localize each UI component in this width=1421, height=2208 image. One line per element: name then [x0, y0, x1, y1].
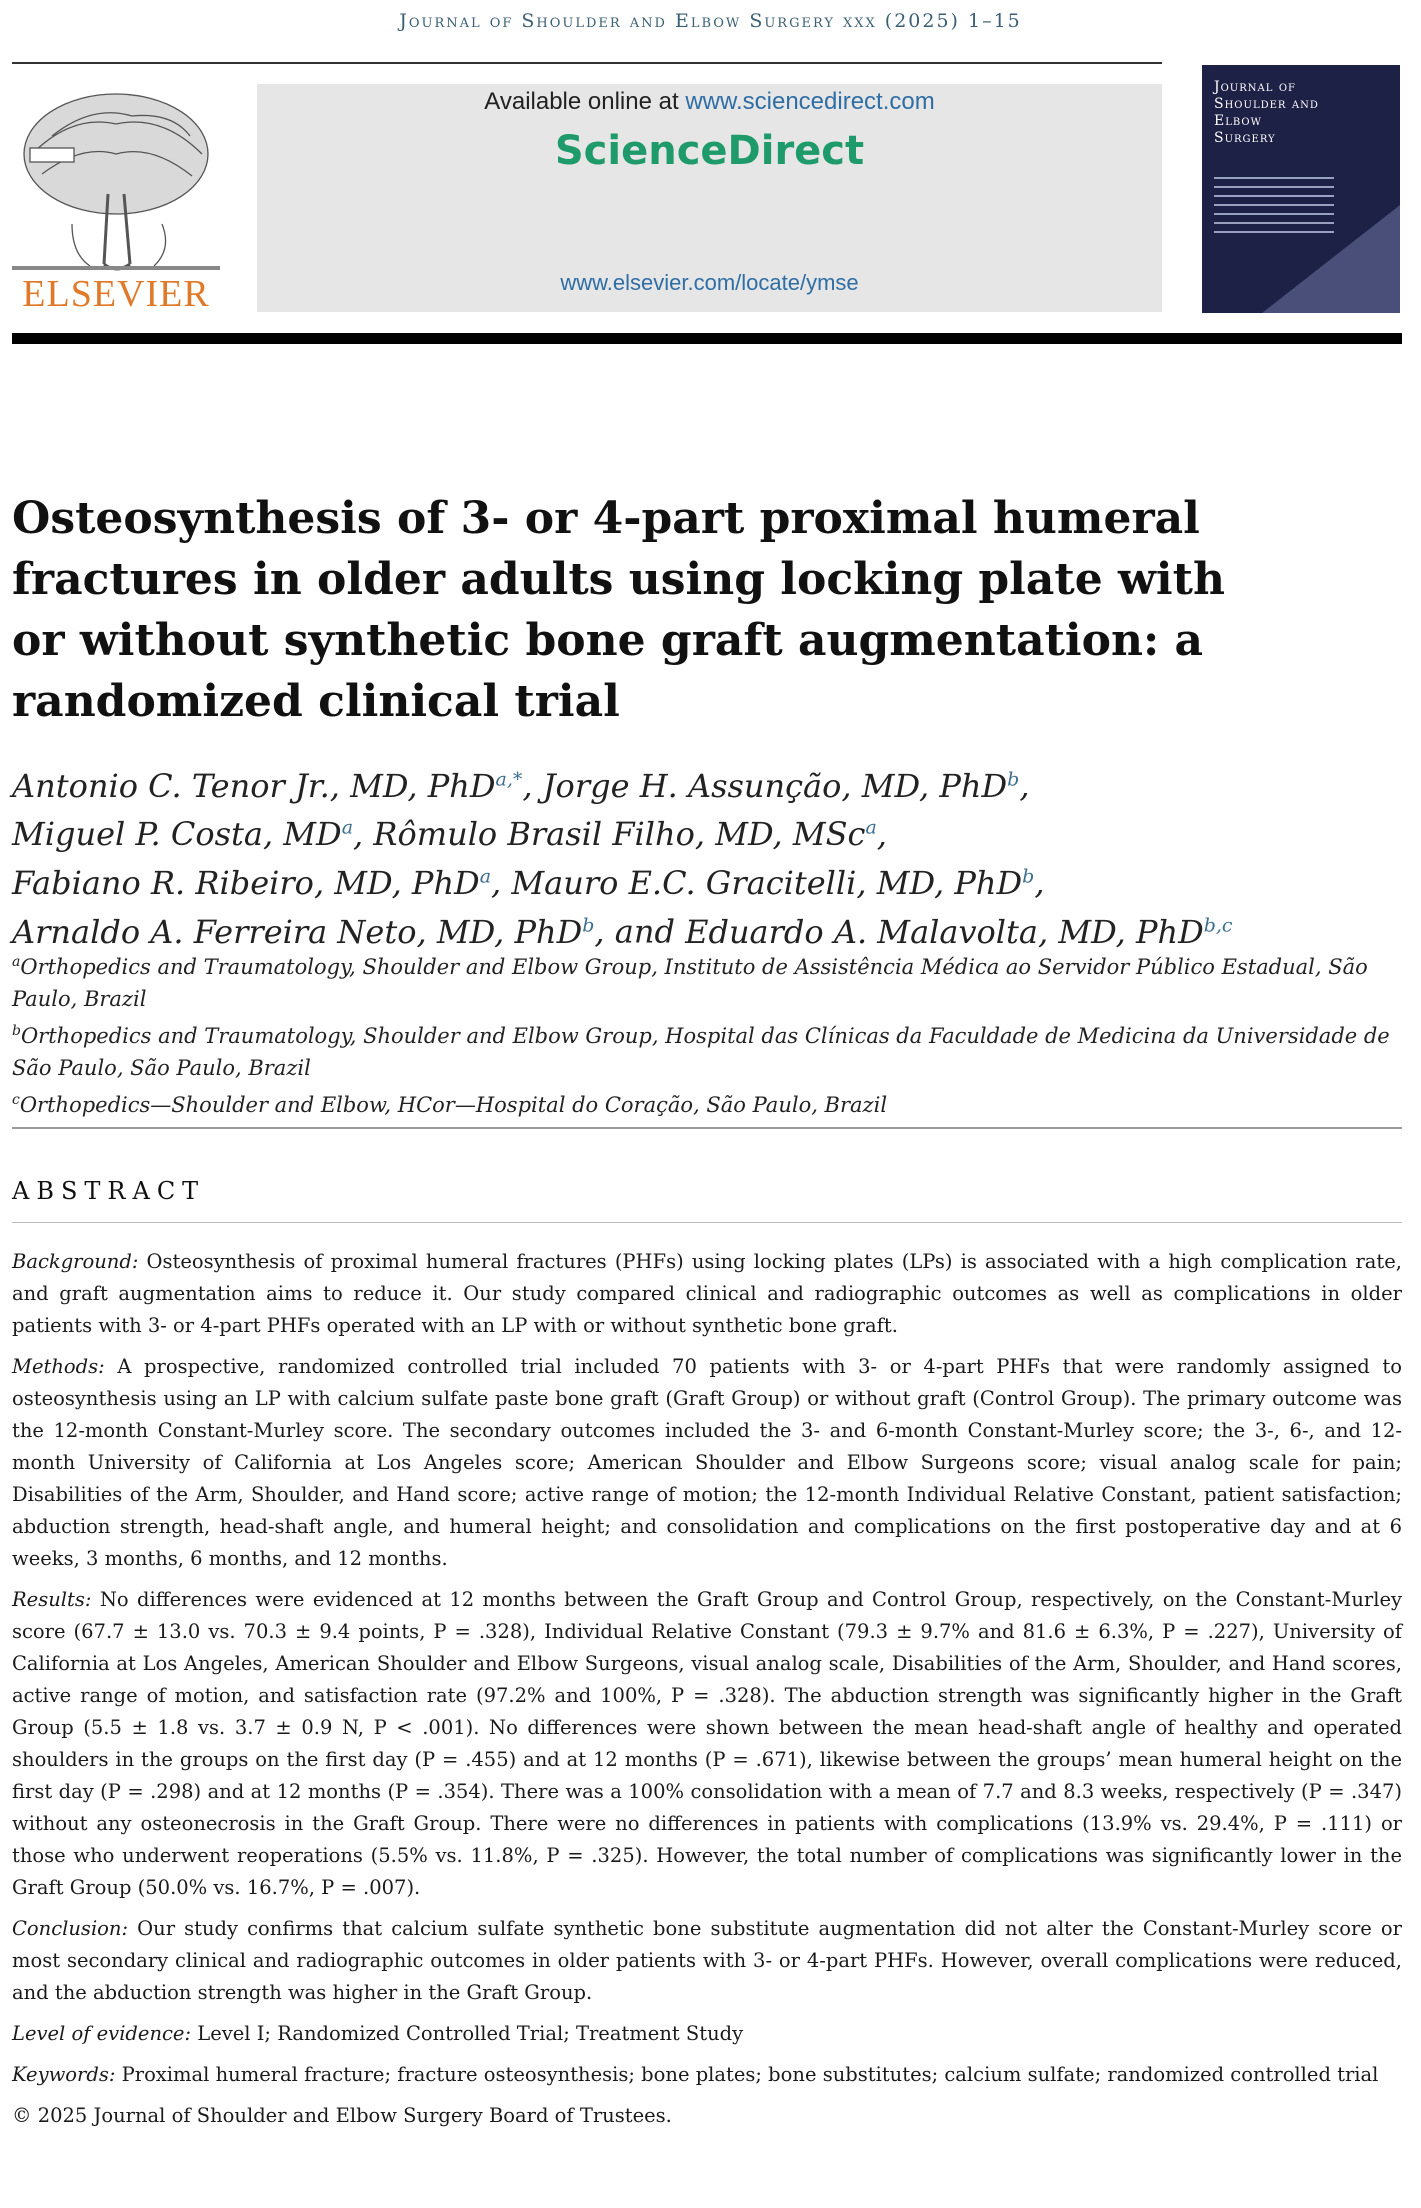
abstract-label: Conclusion: [12, 1917, 129, 1940]
affiliation-list [12, 946, 1402, 1121]
abstract-text: Proximal humeral fracture; fracture osteosynthesis; bone plates; bone substitutes; calcium sulfate; randomized controlled trial [115, 2063, 1379, 2086]
masthead-rule [12, 333, 1402, 344]
cover-title-line: Surgery [1214, 130, 1276, 146]
abstract-background [12, 1246, 1402, 1342]
abstract-label: Results: [12, 1588, 92, 1611]
abstract-results [12, 1584, 1402, 1904]
author-separator: , and [594, 912, 686, 951]
cover-text-lines [1214, 177, 1334, 240]
author-separator: , [353, 815, 374, 854]
abstract-label: Level of evidence: [12, 2022, 192, 2045]
author-name: Jorge H. Assunção, MD, PhD [542, 766, 1008, 805]
abstract-body [12, 1246, 1402, 2132]
section-rule [12, 1127, 1402, 1129]
abstract-text: A prospective, randomized controlled trial included 70 patients with 3- or 4-part PHFs that were randomly assigned to osteosynthesis using an LP with calcium sulfate paste bone graft (Graft Group) or without graft (Control Group). The primary outcome was the 12-month Constant-Murley score. The secondary outcomes included the 3- and 6-month Constant-Murley score; the 3-, 6-, and 12-month University of California at Los Angeles score; American Shoulder and Elbow Surgeons score; visual analog scale for pain; Disabilities of the Arm, Shoulder, and Hand score; active range of motion; the 12-month Individual Relative Constant, patient satisfaction; abduction strength, head-shaft angle, and humeral height; and consolidation and complications on the first postoperative day and at 6 weeks, 3 months, 6 months, and 12 months. [12, 1355, 1402, 1570]
author-affiliation-mark[interactable]: b [1022, 865, 1035, 888]
author[interactable] [12, 913, 594, 951]
header-rule [12, 62, 1162, 64]
affiliation-mark: b [12, 1023, 21, 1039]
author-separator: , [1034, 863, 1045, 902]
copyright: © 2025 Journal of Shoulder and Elbow Surgery Board of Trustees. [12, 2104, 672, 2127]
abstract-label: Background: [12, 1250, 139, 1273]
affiliation-text: Orthopedics and Traumatology, Shoulder and Elbow Group, Hospital das Clínicas da Faculdade de Medicina da Universidade de São Paulo, São Paulo, Brazil [12, 1024, 1390, 1080]
available-online-label: Available online at [484, 88, 686, 115]
affiliation [12, 1015, 1402, 1084]
author-separator: , [491, 863, 512, 902]
affiliation-text: Orthopedics—Shoulder and Elbow, HCor—Hospital do Coração, São Paulo, Brazil [19, 1093, 888, 1117]
affiliation-mark: c [12, 1092, 20, 1108]
elsevier-wordmark: ELSEVIER [22, 273, 210, 315]
author-affiliation-mark[interactable]: a [341, 816, 354, 839]
sciencedirect-brand: ScienceDirect [554, 128, 865, 174]
cover-title-line: Journal of [1214, 79, 1296, 95]
affiliation-text: Orthopedics and Traumatology, Shoulder and Elbow Group, Instituto de Assistência Médica ao Servidor Público Estadual, São Paulo, Brazil [12, 955, 1368, 1011]
sciencedirect-banner [257, 84, 1162, 312]
author-affiliation-mark[interactable]: a [479, 865, 492, 888]
author[interactable] [373, 815, 876, 853]
cover-title [1214, 79, 1394, 147]
author-name: Mauro E.C. Gracitelli, MD, PhD [511, 863, 1023, 902]
author-name: Rômulo Brasil Filho, MD, MSc [373, 815, 866, 854]
sciencedirect-link[interactable]: www.sciencedirect.com [685, 88, 935, 115]
article-title: Osteosynthesis of 3- or 4-part proximal humeral fractures in older adults using locking plate with or without synthetic bone graft augmentation: a randomized clinical trial [12, 493, 1225, 727]
abstract-label: Methods: [12, 1355, 105, 1378]
author-name: Arnaldo A. Ferreira Neto, MD, PhD [12, 912, 583, 951]
abstract-rule [12, 1222, 1402, 1223]
author-separator: , [1019, 766, 1030, 805]
author-separator: , [522, 766, 543, 805]
journal-cover [1202, 65, 1400, 313]
author-name: Fabiano R. Ribeiro, MD, PhD [12, 863, 480, 902]
author-affiliation-mark[interactable]: b,c [1203, 913, 1233, 936]
cover-title-line: Elbow [1214, 113, 1262, 129]
author[interactable] [12, 864, 491, 902]
abstract-methods [12, 1351, 1402, 1575]
affiliation [12, 1084, 1402, 1121]
abstract-text: Osteosynthesis of proximal humeral fractures (PHFs) using locking plates (LPs) is associated with a high complication rate, and graft augmentation aims to reduce it. Our study compared clinical and radiographic outcomes as well as complications in older patients with 3- or 4-part PHFs operated with an LP with or without synthetic bone graft. [12, 1250, 1402, 1337]
author-affiliation-mark[interactable]: a,* [495, 768, 523, 790]
author[interactable] [543, 767, 1020, 805]
author-affiliation-mark[interactable]: a [865, 816, 877, 839]
keywords [12, 2059, 1402, 2091]
author[interactable] [685, 913, 1232, 951]
author-list [12, 758, 1402, 953]
abstract-text: No differences were evidenced at 12 months between the Graft Group and Control Group, respectively, on the Constant-Murley score (67.7 ± 13.0 vs. 70.3 ± 9.4 points, P = .328), Individual Relative Constant (79.3 ± 9.7% and 81.6 ± 6.3%, P = .227), University of California at Los Angeles, American Shoulder and Elbow Surgeons, visual analog scale, Disabilities of the Arm, Shoulder, and Hand scores, active range of motion, and satisfaction rate (97.2% and 100%, P = .328). The abduction strength was significantly higher in the Graft Group (5.5 ± 1.8 vs. 3.7 ± 0.9 N, P < .001). No differences were shown between the mean head-shaft angle of healthy and operated shoulders in the groups on the first day (P = .455) and at 12 months (P = .671), likewise between the groups’ mean humeral height on the first day (P = .298) and at 12 months (P = .354). There was a 100% consolidation with a mean of 7.7 and 8.3 weeks, respectively (P = .347) without any osteonecrosis in the Graft Group. There were no differences in patients with complications (13.9% vs. 29.4%, P = .111) or those who underwent reoperations (5.5% vs. 11.8%, P = .325). However, the total number of complications was significantly lower in the Graft Group (50.0% vs. 16.7%, P = .007). [12, 1588, 1402, 1899]
level-of-evidence [12, 2018, 1402, 2050]
abstract-conclusion [12, 1913, 1402, 2009]
author[interactable] [12, 815, 353, 853]
cover-title-line: Shoulder and [1214, 96, 1319, 112]
affiliation-mark: a [12, 954, 21, 970]
abstract-text: Level I; Randomized Controlled Trial; Treatment Study [191, 2022, 744, 2045]
author-separator: , [876, 815, 887, 854]
abstract-text: Our study confirms that calcium sulfate synthetic bone substitute augmentation did not alter the Constant-Murley score or most secondary clinical and radiographic outcomes in older patients with 3- or 4-part PHFs. However, overall complications were reduced, and the abduction strength was higher in the Graft Group. [12, 1917, 1402, 2004]
author-name: Antonio C. Tenor Jr., MD, PhD [12, 766, 496, 805]
author-affiliation-mark[interactable]: b [582, 913, 595, 936]
author-affiliation-mark[interactable]: b [1007, 768, 1020, 790]
available-online [257, 88, 1162, 116]
affiliation [12, 946, 1402, 1015]
abstract-heading: ABSTRACT [12, 1177, 206, 1205]
author-name: Eduardo A. Malavolta, MD, PhD [685, 912, 1204, 951]
author[interactable] [511, 864, 1034, 902]
author[interactable] [12, 767, 522, 805]
running-head: Journal of Shoulder and Elbow Surgery xxx (2025) 1–15 [399, 10, 1022, 32]
journal-link[interactable]: www.elsevier.com/locate/ymse [560, 270, 859, 295]
abstract-label: Keywords: [12, 2063, 116, 2086]
author-name: Miguel P. Costa, MD [12, 815, 342, 854]
